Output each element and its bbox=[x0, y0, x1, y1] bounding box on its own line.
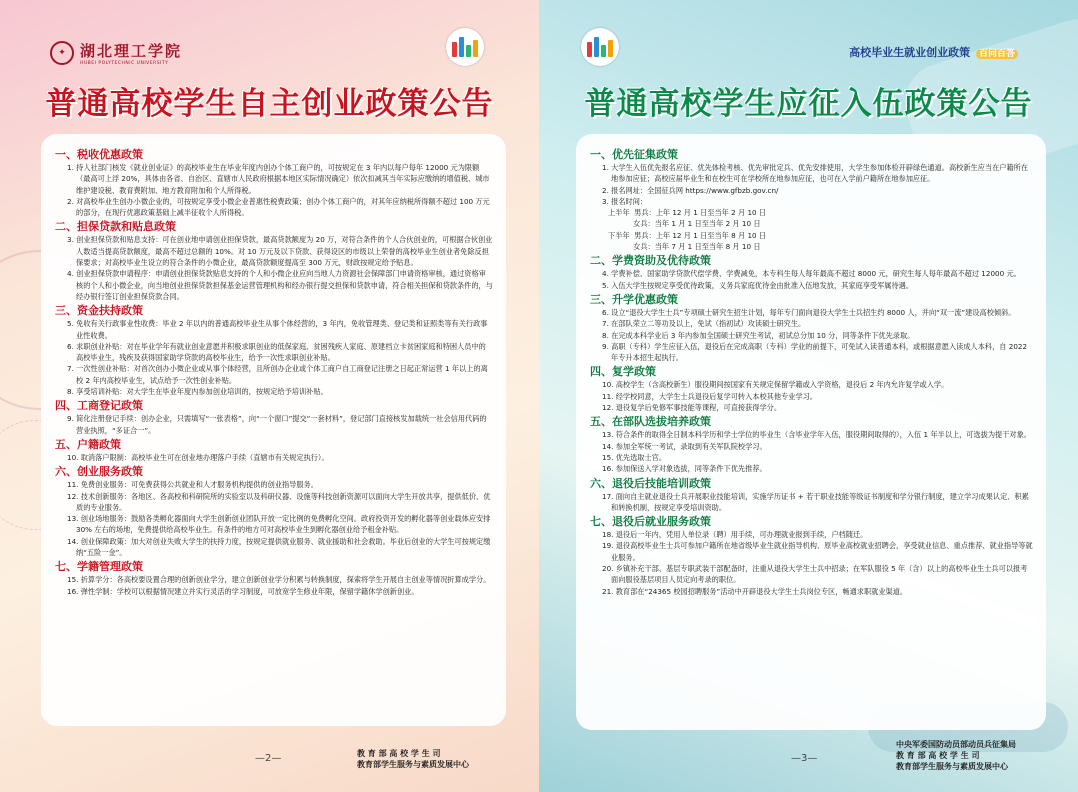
policy-item: 13. 创业场地服务：鼓励各类孵化器面向大学生创新创业团队开放一定比例的免费孵化空间。政府投资开发的孵化器等创业载体应安排 30% 左右的场地，免费提供给高校毕业生。有条件的地方可对高校毕业生到孵化器创业给予租金补贴。 bbox=[67, 514, 491, 535]
policy-item: 13. 符合条件的取得全日制本科学历和学士学位的毕业生（含毕业学年入伍，服役期间取得的），入伍 1 年半以上，可选拔为提干对象。 bbox=[602, 430, 1031, 440]
section-heading: 一、优先征集政策 bbox=[590, 148, 678, 161]
section-heading: 五、户籍政策 bbox=[55, 437, 121, 451]
section-heading: 五、在部队选拔培养政策 bbox=[590, 415, 711, 429]
page-title: 普通高校学生应征入伍政策公告 bbox=[584, 86, 1033, 122]
policy-item: 21. 教育部在“24365 校园招聘服务”活动中开辟退役大学生士兵岗位专区，畅通求职就业渠道。 bbox=[602, 586, 908, 596]
section-heading: 三、资金扶持政策 bbox=[55, 304, 143, 318]
footer-line: 教 育 部 高 校 学 生 司 bbox=[357, 749, 441, 758]
footer-line: 教育部学生服务与素质发展中心 bbox=[896, 762, 1008, 771]
policy-item: 10. 高校学生（含高校新生）服役期间按国家有关规定保留学籍或入学资格，退役后 2 年内允许复学或入学。 bbox=[602, 380, 949, 390]
policy-item: 7. 一次性创业补贴：对首次创办小微企业或从事个体经营，且所创办企业或个体工商户自工商登记注册之日起正常运营 1 年以上的离校 2 年内高校毕业生，试点给予一次性创业补贴。 bbox=[67, 364, 488, 385]
policy-item: 5. 入伍大学生按规定享受优待政策，义务兵家庭优待金由批准入伍地发放，其家庭享受军属待遇。 bbox=[602, 280, 914, 290]
schedule-line: 女兵：当年 1 月 1 日至当年 2 月 10 日 bbox=[608, 219, 761, 229]
schedule-line: 女兵：当年 7 月 1 日至当年 8 月 10 日 bbox=[608, 242, 761, 252]
school-name-cn: 湖北理工学院 bbox=[80, 42, 183, 60]
policy-item: 1. 大学生入伍优先报名应征、优先体检考核、优先审批定兵、优先安排使用，大学生参加体检开辟绿色通道。高校新生应当在户籍所在地参加应征；高校应届毕业生和在校生可在学校所在地参加应征，也可在入学前户籍所在地参加应征。 bbox=[602, 163, 1029, 184]
section-heading: 六、创业服务政策 bbox=[55, 465, 143, 479]
policy-item: 17. 面向自主就业退役士兵开展职业技能培训，实施学历证书 + 若干职业技能等级证书制度和学分银行制度，建立学习成果认定、积累和转换机制，按规定享受培训资助。 bbox=[602, 491, 1029, 512]
books-emblem-icon bbox=[581, 28, 619, 66]
policy-item: 20. 乡镇补充干部、基层专职武装干部配备时，注重从退役大学生士兵中招录；在军队服役 5 年（含）以上的高校毕业生士兵可以报考面向服役基层项目人员定向考录的职位。 bbox=[602, 564, 1028, 585]
policy-item: 3. 创业担保贷款和贴息支持：可在创业地申请创业担保贷款，最高贷款额度为 20 万，对符合条件的个人合伙创业的，可根据合伙创业人数适当提高贷款额度，最高不超过总额的 10%。对 10 万元及以下贷款、获得设区的市级以上荣誉的高校毕业生创业者免除反担保要求；对高校毕业生设立的符合条件的小微企业，最高贷款额度提高至 300 万元，财政按规定给予贴息。 bbox=[67, 235, 493, 268]
policy-item: 4. 学费补偿、国家助学贷款代偿学费、学费减免，本专科生每人每年最高不超过 8000 元，研究生每人每年最高不超过 12000 元。 bbox=[602, 269, 1021, 279]
footer-line: 教育部学生服务与素质发展中心 bbox=[357, 760, 469, 769]
policy-item: 16. 弹性学制：学校可以根据情况建立并实行灵活的学习制度，可放宽学生修业年限，保留学籍休学创新创业。 bbox=[67, 586, 419, 596]
section-heading: 四、复学政策 bbox=[590, 365, 656, 379]
policy-item: 11. 免费创业服务：可免费获得公共就业和人才服务机构提供的创业指导服务。 bbox=[67, 480, 318, 490]
policy-item: 2. 对高校毕业生创办小微企业的，可按规定享受小微企业普惠性税费政策；创办个体工商户的，对其年应纳税所得额不超过 100 万元的部分，在现行优惠政策基础上减半征收个人所得税。 bbox=[67, 196, 490, 218]
policy-item: 4. 创业担保贷款申请程序：申请创业担保贷款贴息支持的个人和小微企业应向当地人力资源社会保障部门申请资格审核，通过资格审核的个人和小微企业，向当地创业担保贷款担保基金运营管理机构和经办银行提交担保和贷款申请，符合相关担保和贷款条件的，与经办银行签订创业担保贷款合同。 bbox=[67, 269, 493, 301]
policy-item: 2. 报名网址：全国征兵网 https://www.gfbzb.gov.cn/ bbox=[602, 185, 779, 195]
policy-card bbox=[41, 134, 506, 726]
issuer-footer bbox=[357, 748, 489, 770]
footer-line: 教 育 部 高 校 学 生 司 bbox=[896, 751, 980, 760]
policy-item: 3. 报名时间： bbox=[602, 196, 648, 206]
policy-item: 9. 简化注册登记手续：创办企业，只需填写“一张表格”，向“一个窗口”提交“一套材料”，登记部门直接核发加载统一社会信用代码的营业执照，“多证合一”。 bbox=[67, 414, 487, 435]
section-heading: 二、担保贷款和贴息政策 bbox=[55, 220, 176, 234]
section-heading: 七、学籍管理政策 bbox=[55, 560, 143, 574]
page-number: —2— bbox=[255, 753, 282, 764]
policy-item: 9. 高职（专科）学生应征入伍，退役后在完成高职（专科）学业的前提下，可免试入读普通本科，或根据意愿入读成人本科，自 2022 年专升本招生起执行。 bbox=[602, 341, 1028, 363]
section-heading: 一、税收优惠政策 bbox=[55, 148, 143, 161]
policy-item: 14. 创业保障政策：加大对创业失败大学生的扶持力度，按规定提供就业服务、就业援助和社会救助。毕业后创业的大学生可按规定缴纳“五险一金”。 bbox=[67, 536, 491, 558]
policy-item: 12. 技术创新服务：各地区、各高校和科研院所的实验室以及科研仪器、设施等科技创新资源可以面向大学生开放共享，提供低价、优质的专业服务。 bbox=[67, 491, 491, 512]
page-title: 普通高校学生自主创业政策公告 bbox=[45, 86, 494, 122]
section-heading: 三、升学优惠政策 bbox=[590, 292, 678, 306]
policy-item: 16. 参加保送入学对象选拔，同等条件下优先推荐。 bbox=[602, 464, 767, 474]
policy-item: 18. 退役后一年内，凭用人单位录（聘）用手续，可办理就业报到手续，户档随迁。 bbox=[602, 530, 868, 540]
school-logo bbox=[50, 40, 182, 66]
policy-item: 6. 设立“退役大学生士兵”专项硕士研究生招生计划，每年专门面向退役大学生士兵招生约 8000 人，并向“双一流”建设高校倾斜。 bbox=[602, 307, 1016, 317]
section-heading: 四、工商登记政策 bbox=[55, 399, 143, 413]
footer-line: 中央军委国防动员部动员兵征集局 bbox=[896, 740, 1016, 749]
policy-item: 6. 求职创业补贴：对在毕业学年有就业创业意愿并积极求职创业的低保家庭、贫困残疾人家庭、原建档立卡贫困家庭和特困人员中的高校毕业生，残疾及获得国家助学贷款的高校毕业生，给予一次性求职创业补贴。 bbox=[67, 341, 486, 363]
issuer-footer bbox=[896, 739, 1028, 772]
policy-item: 10. 取消落户限制：高校毕业生可在创业地办理落户手续（直辖市有关规定执行）。 bbox=[67, 452, 329, 462]
section-heading: 六、退役后技能培训政策 bbox=[590, 476, 711, 490]
section-heading: 七、退役后就业服务政策 bbox=[590, 515, 711, 529]
series-badge: 百问百答 bbox=[976, 49, 1018, 59]
policy-item: 19. 退役高校毕业生士兵可参加户籍所在地省级毕业生就业指导机构、原毕业高校就业招聘会，享受就业信息、重点推荐、就业指导等就业服务。 bbox=[602, 541, 1033, 562]
schedule-line: 下半年 男兵：上年 12 月 1 日至当年 8 月 10 日 bbox=[608, 230, 767, 240]
schedule-line: 上半年 男兵：上年 12 月 1 日至当年 2 月 10 日 bbox=[608, 208, 767, 218]
policy-item: 7. 在部队荣立二等功及以上，免试（指初试）攻读硕士研究生。 bbox=[602, 319, 806, 329]
policy-item: 1. 持人社部门核发《就业创业证》的高校毕业生在毕业年度内创办个体工商户的，可按规定在 3 年内以每户每年 12000 元为限额（最高可上浮 20%，具体由各省、自治区、直辖市人民政府根据本地区实际情况确定）依次扣减其当年实际应缴纳的增值税、城市维护建设税、教育费附加、地方教育附加和个人所得税。 bbox=[67, 163, 490, 195]
policy-item: 5. 免收有关行政事业性收费：毕业 2 年以内的普通高校毕业生从事个体经营的，3 年内，免收管理类、登记类和证照类等有关行政事业性收费。 bbox=[67, 319, 488, 340]
books-emblem-icon bbox=[446, 28, 484, 66]
policy-item: 15. 优先选取士官。 bbox=[602, 452, 667, 462]
policy-item: 14. 参加全军统一考试，录取到有关军队院校学习。 bbox=[602, 441, 767, 451]
school-seal-icon: ✦ bbox=[50, 41, 74, 65]
series-title bbox=[849, 44, 1018, 60]
policy-item: 8. 在完成本科学业后 3 年内参加全国硕士研究生考试，初试总分加 10 分，同等条件下优先录取。 bbox=[602, 330, 915, 340]
school-name-en: HUBEI POLYTECHNIC UNIVERSITY bbox=[80, 61, 169, 66]
policy-item: 8. 享受培训补贴：对大学生在毕业年度内参加创业培训的，按规定给予培训补贴。 bbox=[67, 387, 328, 397]
series-title-text: 高校毕业生就业创业政策 bbox=[849, 46, 971, 59]
policy-item: 11. 经学校同意，大学生士兵退役后复学可转入本校其他专业学习。 bbox=[602, 391, 817, 401]
right-page bbox=[539, 0, 1078, 792]
policy-card bbox=[576, 134, 1046, 730]
page-number: —3— bbox=[791, 753, 818, 764]
policy-item: 12. 退役复学后免修军事技能等课程，可直接获得学分。 bbox=[602, 403, 782, 413]
section-heading: 二、学费资助及优待政策 bbox=[590, 254, 711, 268]
policy-item: 15. 折算学分：各高校要设置合理的创新创业学分，建立创新创业学分积累与转换制度，探索将学生开展自主创业等情况折算成学分。 bbox=[67, 575, 491, 585]
